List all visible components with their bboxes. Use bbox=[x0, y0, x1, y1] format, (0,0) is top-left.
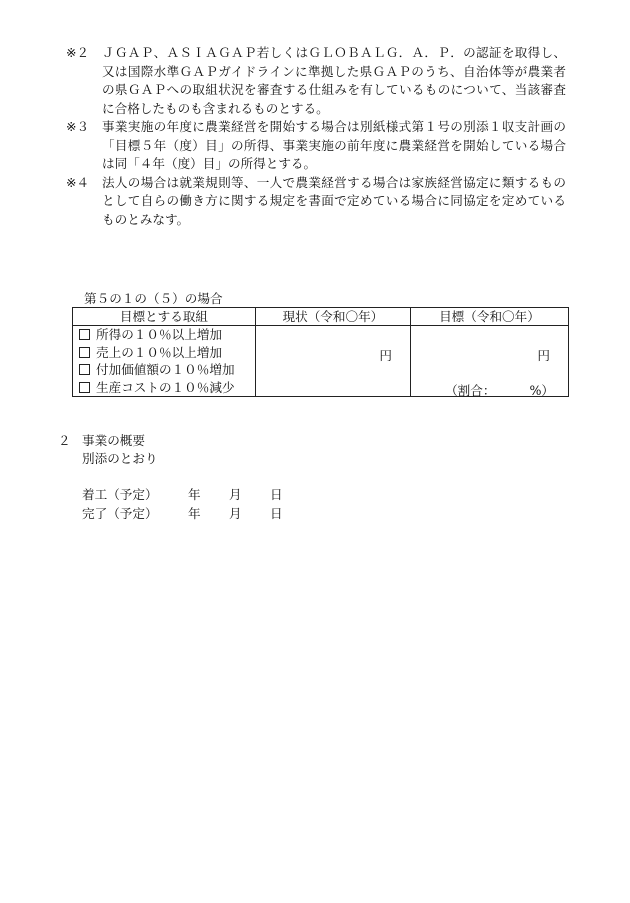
table-row bbox=[73, 326, 569, 397]
end-date-row bbox=[82, 505, 283, 524]
section-body: 別添のとおり bbox=[82, 451, 158, 466]
goal-item-label: 所得の１０％以上増加 bbox=[96, 327, 222, 342]
start-date-row bbox=[82, 486, 283, 505]
goal-item-label: 生産コストの１０％減少 bbox=[96, 379, 235, 395]
ratio-label: （割合： bbox=[445, 383, 496, 398]
goal-items-cell bbox=[73, 326, 256, 397]
goal-item-label: 付加価値額の１０％増加 bbox=[96, 362, 235, 377]
ratio-field bbox=[445, 380, 554, 399]
note-3 bbox=[66, 118, 566, 174]
header-current: 現状（令和〇年） bbox=[255, 308, 410, 326]
goal-item-income[interactable] bbox=[73, 326, 255, 344]
header-goal: 目標とする取組 bbox=[73, 308, 256, 326]
target-value-cell[interactable] bbox=[410, 326, 568, 397]
date-label: 完了（予定） bbox=[82, 505, 158, 521]
day-unit: 日 bbox=[270, 505, 283, 521]
month-unit: 月 bbox=[229, 505, 242, 521]
note-mark: ※３ bbox=[66, 119, 90, 134]
note-text: 法人の場合は就業規則等、一人で農業経営する場合は家族経営協定に類するものとして自らの働き方に関する規定を書面で定めている場合に同協定を定めているものとみなす。 bbox=[102, 174, 566, 227]
header-target: 目標（令和〇年） bbox=[410, 308, 568, 326]
section-title: 事業の概要 bbox=[82, 433, 145, 448]
schedule bbox=[82, 486, 283, 523]
note-mark: ※２ bbox=[66, 45, 90, 60]
table-header-row bbox=[73, 308, 569, 326]
target-unit: 円 bbox=[537, 348, 550, 363]
section-heading bbox=[58, 432, 145, 450]
date-label: 着工（予定） bbox=[82, 487, 158, 502]
table-caption: 第５の１の（５）の場合 bbox=[84, 291, 223, 306]
goal-item-value-added[interactable] bbox=[73, 361, 255, 379]
note-2 bbox=[66, 44, 566, 118]
checkbox[interactable] bbox=[79, 364, 90, 375]
goal-item-sales[interactable] bbox=[73, 344, 255, 362]
current-value-cell[interactable] bbox=[255, 326, 410, 397]
note-4 bbox=[66, 174, 566, 230]
goal-item-cost[interactable] bbox=[73, 379, 255, 397]
notes-section bbox=[66, 44, 566, 229]
day-unit: 日 bbox=[270, 487, 283, 502]
note-text: 事業実施の年度に農業経営を開始する場合は別紙様式第１号の別添１収支計画の「目標５年（度）目」の所得、事業実施の前年度に農業経営を開始している場合は同「４年（度）目」の所得とする。 bbox=[102, 119, 566, 171]
goal-item-label: 売上の１０％以上増加 bbox=[96, 344, 222, 360]
ratio-suffix: %） bbox=[529, 383, 554, 398]
year-unit: 年 bbox=[188, 505, 201, 521]
year-unit: 年 bbox=[188, 487, 201, 502]
checkbox[interactable] bbox=[79, 382, 90, 393]
goal-table bbox=[72, 307, 569, 397]
section-number: ２ bbox=[58, 433, 71, 448]
current-unit: 円 bbox=[379, 348, 392, 363]
checkbox[interactable] bbox=[79, 347, 90, 358]
checkbox[interactable] bbox=[79, 329, 90, 340]
note-mark: ※４ bbox=[66, 174, 90, 190]
month-unit: 月 bbox=[229, 487, 242, 502]
note-text: ＪＧＡＰ、ＡＳＩＡＧＡＰ若しくはＧＬＯＢＡＬＧ．Ａ．Ｐ．の認証を取得し、又は国際水準ＧＡＰガイドラインに準拠した県ＧＡＰのうち、自治体等が農業者の県ＧＡＰへの取組状況を審査する仕組みを有しているものについて、当該審査に合格したものも含まれるものとする。 bbox=[102, 45, 566, 116]
